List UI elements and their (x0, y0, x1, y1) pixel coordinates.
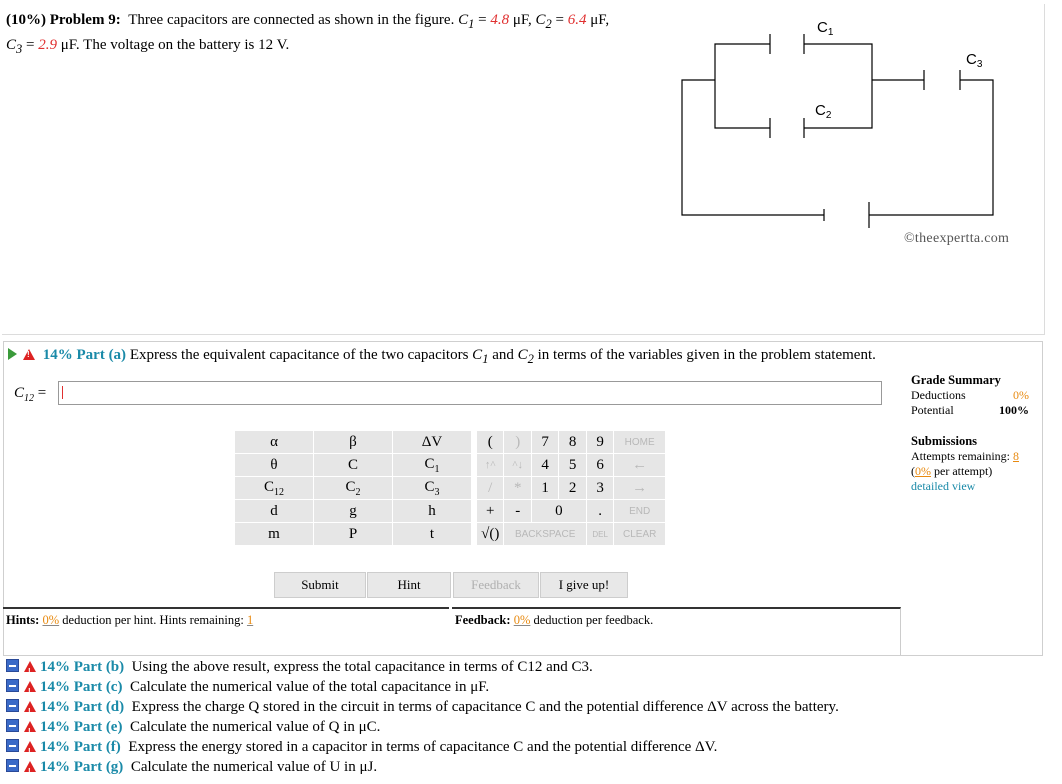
key-c[interactable]: C (314, 454, 393, 477)
key-c3[interactable]: $C_3$ (393, 477, 472, 500)
part-c-row[interactable] (6, 677, 839, 697)
part-d-percent: 14% Part (d) (40, 699, 125, 715)
key-backspace[interactable]: BACKSPACE (504, 523, 586, 546)
part-a-header[interactable]: ! 14% Part (a) Express the equivalent capacitance of the two capacitors $C_1$ and $C_2$ in terms of the variables given in the problem statement. (8, 347, 876, 367)
key-c1[interactable]: $C_1$ (393, 454, 472, 477)
c2-symbol: $C_2$ (535, 12, 552, 31)
key-clear[interactable]: CLEAR (614, 523, 666, 546)
key-6[interactable]: 6 (586, 454, 613, 477)
key-multiply[interactable]: * (504, 477, 531, 500)
top-separator (0, 0, 1062, 3)
submissions-title: Submissions (911, 434, 978, 448)
key-theta[interactable]: θ (235, 454, 314, 477)
part-f-text: Express the energy stored in a capacitor in terms of capacitance C and the potential difference ΔV. (128, 739, 718, 755)
key-divide[interactable]: / (477, 477, 504, 500)
warning-icon (24, 661, 36, 672)
c2-value: 6.4 (567, 12, 587, 28)
attempts-value: 8 (1012, 449, 1019, 463)
text-cursor (62, 386, 63, 399)
collapsed-parts-list (6, 657, 839, 777)
key-t[interactable]: t (393, 523, 472, 546)
key-home[interactable]: HOME (614, 431, 666, 454)
hints-remaining: 1 (246, 613, 254, 627)
key-alpha[interactable]: α (235, 431, 314, 454)
key-c2[interactable]: $C_2$ (314, 477, 393, 500)
collapse-icon[interactable] (6, 679, 19, 692)
feedback-label: Feedback: (455, 613, 511, 627)
c3-value: 2.9 (38, 37, 57, 53)
grade-summary-title: Grade Summary (911, 373, 1001, 387)
answer-input[interactable] (58, 381, 882, 405)
part-f-row[interactable] (6, 737, 839, 757)
problem-intro: Three capacitors are connected as shown in the figure. (128, 12, 455, 28)
part-c-text: Calculate the numerical value of the total capacitance in μF. (129, 679, 490, 695)
hints-label: Hints: (6, 613, 40, 627)
part-e-text: Calculate the numerical value of Q in μC. (129, 719, 381, 735)
c1-symbol-inline: $C_1$ (472, 347, 489, 366)
feedback-pct: 0% (513, 613, 531, 627)
part-a-text-post: in terms of the variables given in the problem statement. (537, 347, 876, 363)
problem-weight: (10%) (6, 12, 46, 28)
deductions-label: Deductions (911, 388, 966, 402)
variables-keypad (234, 430, 472, 546)
copyright-text: ©theexpertta.com (904, 231, 1010, 246)
key-open-paren[interactable]: ( (477, 431, 504, 454)
key-4[interactable]: 4 (531, 454, 558, 477)
key-8[interactable]: 8 (559, 431, 586, 454)
key-2[interactable]: 2 (559, 477, 586, 500)
battery-text: The voltage on the battery is 12 V. (83, 37, 290, 53)
part-c-percent: 14% Part (c) (40, 679, 123, 695)
c1-symbol: $C_1$ (458, 12, 475, 31)
label-c1: $C_1$ (817, 19, 834, 38)
key-0[interactable]: 0 (531, 500, 586, 523)
detailed-view-link[interactable]: detailed view (911, 479, 976, 493)
problem-statement: (10%) Problem 9: Three capacitors are connected as shown in the figure. $C_1 = 4.8$ μF, $C_2 = 6.4$ μF, $C_3 = 2.9$ μF. The voltage on the battery is 12 V. (6, 12, 610, 56)
potential-value: 100% (999, 403, 1029, 417)
key-h[interactable]: h (393, 500, 472, 523)
warning-icon (24, 741, 36, 752)
feedback-panel (452, 607, 901, 655)
warning-icon (24, 761, 36, 772)
key-7[interactable]: 7 (531, 431, 558, 454)
part-g-row[interactable] (6, 757, 839, 777)
collapse-icon[interactable] (6, 759, 19, 772)
deductions-value: 0% (1013, 388, 1029, 402)
key-g[interactable]: g (314, 500, 393, 523)
warning-icon (24, 701, 36, 712)
circuit-diagram (670, 8, 1010, 228)
c3-symbol: $C_3$ (6, 37, 23, 56)
part-e-row[interactable] (6, 717, 839, 737)
grade-summary: Grade Summary Deductions 0% Potential 100% Submissions Attempts remaining: 8 (0% per attempt) detailed view (911, 373, 1029, 493)
per-attempt-text: per attempt) (934, 464, 993, 478)
label-c3: $C_3$ (966, 51, 983, 70)
feedback-text: deduction per feedback. (533, 613, 654, 627)
key-1[interactable]: 1 (531, 477, 558, 500)
warning-icon (23, 349, 35, 360)
part-b-text: Using the above result, express the total capacitance in terms of C12 and C3. (131, 659, 593, 675)
c2-unit: μF (590, 12, 606, 28)
part-f-percent: 14% Part (f) (40, 739, 121, 755)
key-p[interactable]: P (314, 523, 393, 546)
hints-pct: 0% (42, 613, 60, 627)
part-a-text-pre: Express the equivalent capacitance of the two capacitors (129, 347, 469, 363)
give-up-button[interactable]: I give up! (540, 572, 628, 598)
key-right-arrow[interactable]: → (614, 477, 666, 500)
key-minus[interactable]: - (504, 500, 531, 523)
warning-icon (24, 721, 36, 732)
collapse-icon[interactable] (6, 739, 19, 752)
collapse-icon[interactable] (6, 699, 19, 712)
key-close-paren[interactable]: ) (504, 431, 531, 454)
c3-unit: μF (60, 37, 76, 53)
key-superscript-down[interactable]: ^↓ (504, 454, 531, 477)
attempts-label: Attempts remaining: (911, 449, 1010, 463)
key-superscript-up[interactable]: ↑^ (477, 454, 504, 477)
feedback-button[interactable]: Feedback (453, 572, 539, 598)
c1-unit: μF (512, 12, 528, 28)
part-d-row[interactable] (6, 697, 839, 717)
potential-label: Potential (911, 403, 954, 417)
key-end[interactable]: END (614, 500, 666, 523)
part-e-percent: 14% Part (e) (40, 719, 123, 735)
hints-text: deduction per hint. Hints remaining: (62, 613, 244, 627)
collapse-icon[interactable] (6, 719, 19, 732)
hint-button[interactable]: Hint (367, 572, 451, 598)
part-g-text: Calculate the numerical value of U in μJ. (130, 759, 378, 775)
part-a-percent: 14% Part (a) (42, 347, 127, 363)
submit-button[interactable]: Submit (274, 572, 366, 598)
label-c2: $C_2$ (815, 102, 832, 121)
part-b-percent: 14% Part (b) (40, 659, 125, 675)
key-d[interactable]: d (235, 500, 314, 523)
key-decimal[interactable]: . (586, 500, 613, 523)
answer-label: $C_{12}$ = (14, 385, 47, 404)
key-m[interactable]: m (235, 523, 314, 546)
hints-panel (3, 607, 449, 655)
part-g-percent: 14% Part (g) (40, 759, 124, 775)
key-plus[interactable]: + (477, 500, 504, 523)
number-keypad (476, 430, 666, 546)
key-c12[interactable]: $C_{12}$ (235, 477, 314, 500)
key-sqrt[interactable]: √() (477, 523, 504, 546)
collapse-icon[interactable] (6, 659, 19, 672)
key-3[interactable]: 3 (586, 477, 613, 500)
warning-icon (24, 681, 36, 692)
c2-symbol-inline: $C_2$ (517, 347, 534, 366)
key-delta-v[interactable]: ΔV (393, 431, 472, 454)
part-b-row[interactable] (6, 657, 839, 677)
key-beta[interactable]: β (314, 431, 393, 454)
key-9[interactable]: 9 (586, 431, 613, 454)
key-del[interactable]: DEL (586, 523, 613, 546)
part-d-text: Express the charge Q stored in the circuit in terms of capacitance C and the potential difference ΔV across the battery. (131, 699, 839, 715)
key-left-arrow[interactable]: ← (614, 454, 666, 477)
c1-value: 4.8 (490, 12, 510, 28)
per-attempt-pct: 0% (915, 464, 931, 478)
expand-arrow-icon[interactable] (8, 348, 17, 360)
key-5[interactable]: 5 (559, 454, 586, 477)
problem-title: Problem 9: (49, 12, 121, 28)
